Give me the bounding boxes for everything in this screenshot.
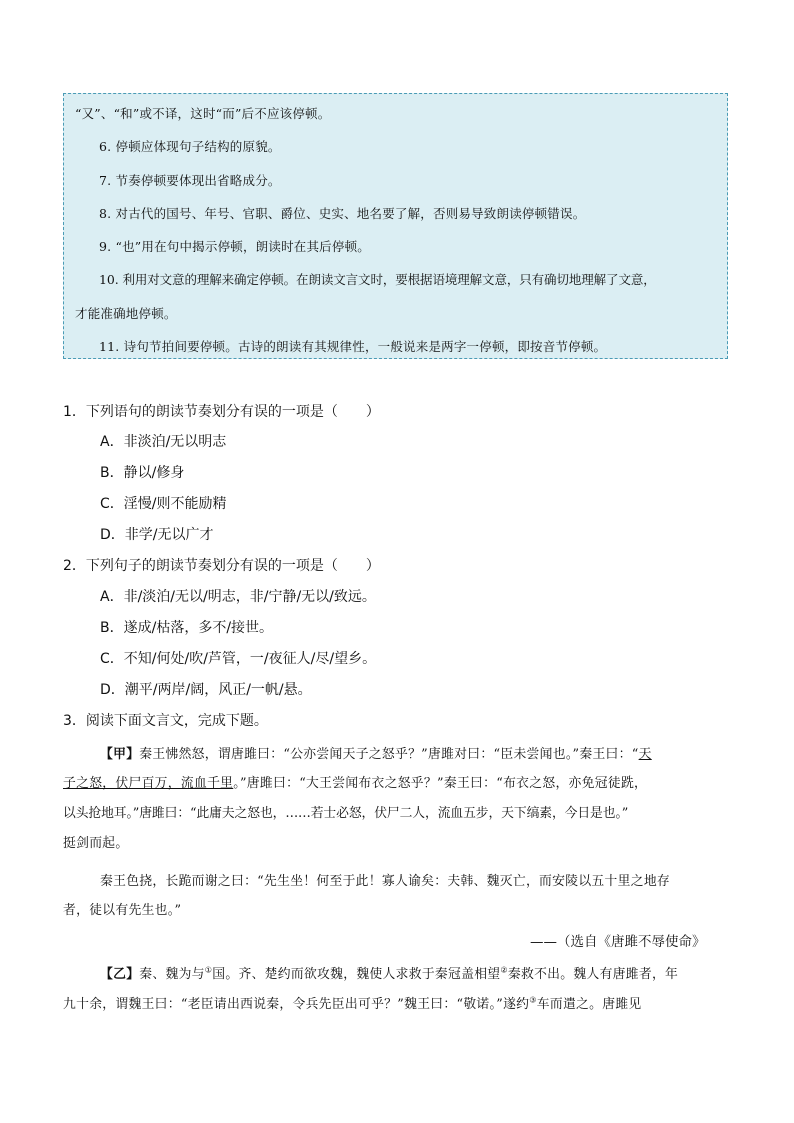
passage-jia-text: 秦王怫然怒，谓唐雎曰：“公亦尝闻天子之怒乎？”唐雎对曰：“臣未尝闻也。”秦王曰：“ (139, 747, 639, 762)
passage-jia-line-4: 挺剑而起。 (63, 836, 129, 851)
tip-line-4: 8. 对古代的国号、年号、官职、爵位、史实、地名要了解，否则易导致朗读停顿错误。 (99, 206, 586, 221)
tip-line-7: 才能准确地停顿。 (75, 306, 177, 321)
tip-line-2: 6. 停顿应体现句子结构的原貌。 (99, 139, 281, 154)
question-3-stem: 3．阅读下面文言文，完成下题。 (63, 713, 268, 729)
footnote-marker-3: ③ (529, 995, 537, 1005)
tip-line-1: “又”、“和”或不译，这时“而”后不应该停顿。 (75, 106, 331, 121)
passage-jia-line-5: 秦王色挠，长跪而谢之曰：“先生坐！何至于此！寡人谕矣：夫韩、魏灭亡，而安陵以五十里之地存 (100, 874, 671, 889)
passage-yi-text: 九十余，谓魏王曰：“老臣请出西说秦，令兵先臣出可乎？”魏王曰：“敬诺。”遂约 (63, 997, 530, 1012)
question-2-option-c: C．不知/何处/吹/芦管，一/夜征人/尽/望乡。 (100, 651, 377, 667)
passage-yi-text: 国。齐、楚约而欲攻魏，魏使人求救于秦冠盖相望 (212, 967, 501, 982)
passage-jia-line-6: 者，徒以有先生也。” (63, 903, 182, 918)
passage-yi-text: 车而遣之。唐雎见 (536, 997, 642, 1012)
passage-yi-text: 秦、魏为与 (139, 967, 205, 982)
passage-yi-text: 秦救不出。魏人有唐雎者，年 (507, 967, 679, 982)
passage-jia-line-1 (100, 743, 652, 762)
question-1-option-d: D．非学/无以广才 (100, 527, 214, 543)
question-2-option-d: D．潮平/两岸/阔，风正/一帆/悬。 (100, 682, 312, 698)
footnote-marker-1: ① (204, 965, 213, 975)
question-1-option-c: C．淫慢/则不能励精 (100, 496, 227, 512)
tip-line-5: 9. “也”用在句中揭示停顿，朗读时在其后停顿。 (99, 239, 370, 254)
passage-yi-line-1 (100, 963, 678, 982)
tip-line-8: 11. 诗句节拍间要停顿。古诗的朗读有其规律性，一般说来是两字一停顿，即按音节停顿。 (99, 339, 607, 354)
question-1-option-b: B．静以/修身 (100, 465, 185, 481)
passage-jia-text: 。”唐雎曰：“大王尝闻布衣之怒乎？”秦王曰：“布衣之怒，亦免冠徒跣， (233, 776, 648, 791)
passage-jia-line-2 (63, 772, 647, 791)
question-2-stem: 2．下列句子的朗读节奏划分有误的一项是（ ） (63, 558, 380, 574)
question-2-option-b: B．遂成/枯落，多不/接世。 (100, 620, 274, 636)
tip-line-6: 10. 利用对文意的理解来确定停顿。在朗读文言文时，要根据语境理解文意，只有确切地理解了文意， (99, 272, 656, 287)
question-1-stem: 1．下列语句的朗读节奏划分有误的一项是（ ） (63, 404, 380, 420)
underlined-text: 子之怒，伏尸百万，流血千里 (63, 776, 234, 791)
question-1-option-a: A．非淡泊/无以明志 (100, 434, 227, 450)
passage-yi-line-2 (63, 993, 642, 1012)
passage-yi-marker: 【乙】 (100, 967, 140, 982)
question-2-option-a: A．非/淡泊/无以/明志，非/宁静/无以/致远。 (100, 589, 376, 605)
underlined-text: 天 (638, 747, 652, 762)
tip-line-3: 7. 节奏停顿要体现出省略成分。 (99, 173, 281, 188)
passage-source: ——（选自《唐雎不辱使命》 (530, 934, 706, 950)
footnote-marker-2: ② (500, 965, 508, 975)
passage-jia-marker: 【甲】 (100, 747, 140, 762)
passage-jia-line-3: 以头抢地耳。”唐雎曰：“此庸夫之怒也，……若士必怒，伏尸二人，流血五步，天下缟素，今日是也。” (63, 806, 629, 821)
